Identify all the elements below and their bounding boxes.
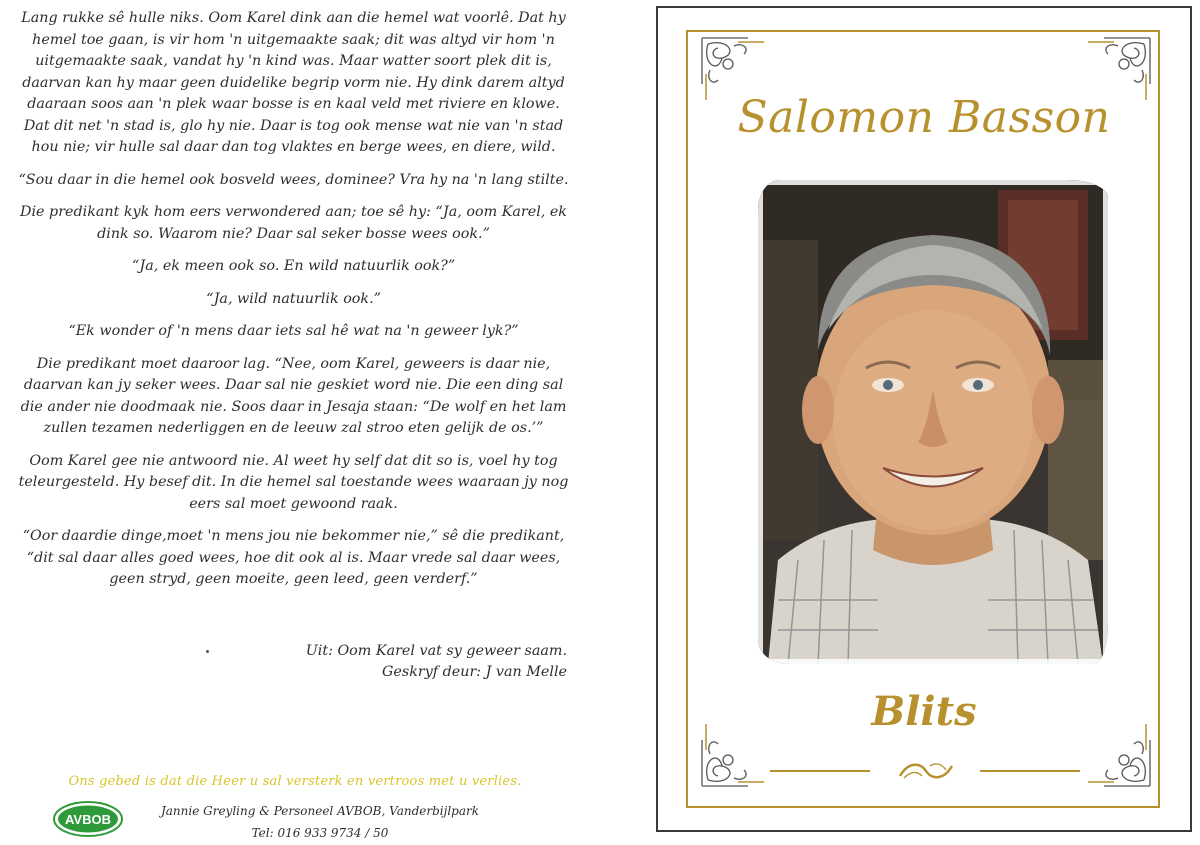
ornament-rule xyxy=(980,770,1080,772)
memorial-card xyxy=(656,6,1192,832)
prayer-line: Ons gebed is dat die Heer u sal versterk en vertroos met u verlies. xyxy=(68,774,522,789)
paragraph: Die predikant kyk hom eers verwondered aan; toe sê hy: “Ja, oom Karel, ek dink so. Waarom nie? Daar sal seker bosse wees ook.” xyxy=(20,204,567,242)
source-title: Uit: Oom Karel vat sy geweer saam. xyxy=(305,643,567,659)
paragraph: Die predikant moet daaroor lag. “Nee, oom Karel, geweers is daar nie, daarvan kan jy seker wees. Daar sal nie geskiet word nie. Die een ding sal die ander nie doodmaak nie. Soos daar in Jesaja staan: “De wolf en het lam zullen tezamen nederliggen en de leeuw zal stroo eten gelijk de os.’” xyxy=(20,355,567,436)
sponsor-name: Jannie Greyling & Personeel AVBOB, Vanderbijlpark xyxy=(160,804,480,818)
nickname: Blits xyxy=(871,688,977,735)
ornament-rule xyxy=(770,770,870,772)
paragraph: “Ja, wild natuurlik ook.” xyxy=(206,290,381,307)
speck xyxy=(206,650,209,653)
paragraph: “Oor daardie dinge,moet 'n mens jou nie bekommer nie,” sê die predikant, “dit sal daar alles goed wees, hoe dit ook al is. Maar vrede sal daar wees, geen stryd, geen moeite, geen leed, geen verderf.” xyxy=(22,528,565,587)
paragraph: “Ja, ek meen ook so. En wild natuurlik ook?” xyxy=(131,258,456,274)
paragraph: “Sou daar in die hemel ook bosveld wees, dominee? Vra hy na 'n lang stilte. xyxy=(18,171,569,188)
paragraph: Oom Karel gee nie antwoord nie. Al weet hy self dat dit so is, voel hy tog teleurgesteld. Hy besef dit. In die hemel sal toestande wees waaraan jy nog eers sal moet gewoond raak. xyxy=(18,452,569,512)
avbob-logo-text: AVBOB xyxy=(65,812,111,827)
source-author: Geskryf deur: J van Melle xyxy=(382,664,567,680)
avbob-logo-icon xyxy=(52,800,124,838)
sponsor-block xyxy=(150,800,490,844)
sponsor-phone: Tel: 016 933 9734 / 50 xyxy=(251,826,389,840)
left-page xyxy=(0,0,590,845)
deceased-name: Salomon Basson xyxy=(737,92,1111,143)
paragraph: Lang rukke sê hulle niks. Oom Karel dink aan die hemel wat voorlê. Dat hy hemel toe gaan, is vir hom 'n uitgemaakte saak; dit was altyd vir hom 'n uitgemaakte saak, vandat hy 'n kind was. Maar watter soort plek dit is, daarvan kan hy maar geen duidelike begrip vorm nie. Hy dink darem altyd daaraan soos aan 'n plek waar bosse is en kaal veld met riviere en klowe. Dat dit net 'n stad is, glo hy nie. Daar is tog ook mense wat nie van 'n stad hou nie; vir hulle sal daar dan tog vlaktes en berge wees, en diere, wild. xyxy=(21,10,566,155)
portrait-photo xyxy=(758,180,1108,664)
paragraph: “Ek wonder of 'n mens daar iets sal hê wat na 'n geweer lyk?” xyxy=(68,323,519,339)
source-credit xyxy=(305,641,567,683)
story-text xyxy=(16,8,571,602)
swirl-ornament-icon xyxy=(898,760,954,782)
